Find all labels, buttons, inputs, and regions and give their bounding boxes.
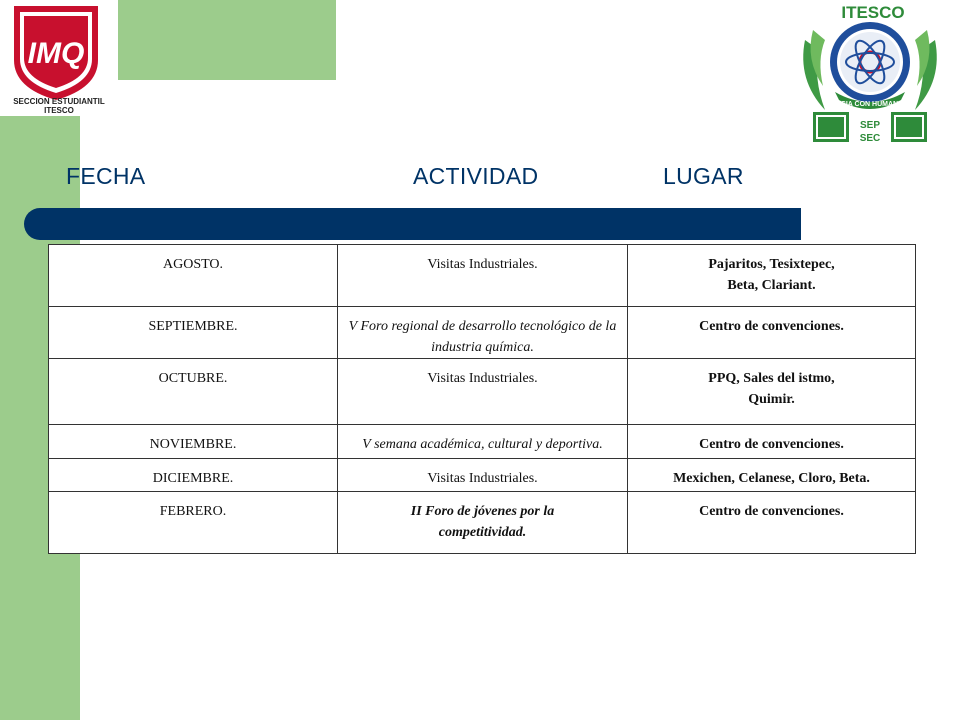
- activity-line: competitividad.: [438, 525, 527, 540]
- itesco-logo: [795, 0, 945, 150]
- place-line: Quimir.: [748, 392, 795, 407]
- activity-cell: V semana académica, cultural y deportiva.: [338, 425, 628, 459]
- place-cell: Centro de convenciones.: [628, 425, 916, 459]
- green-top-block: [96, 0, 336, 80]
- date-cell: FEBRERO.: [49, 492, 338, 554]
- table-row: [49, 425, 916, 459]
- activity-cell: Visitas Industriales.: [338, 359, 628, 425]
- activity-line: II Foro de jóvenes por la: [410, 504, 555, 519]
- date-cell: OCTUBRE.: [49, 359, 338, 425]
- svg-text:SEP: SEP: [859, 120, 881, 131]
- date-cell: NOVIEMBRE.: [49, 425, 338, 459]
- header-lugar: LUGAR: [663, 163, 744, 189]
- header-actividad: ACTIVIDAD: [413, 163, 539, 189]
- place-cell: [628, 245, 916, 307]
- header-fecha: FECHA: [66, 163, 146, 189]
- place-line: Pajaritos, Tesixtepec,: [708, 257, 835, 272]
- activity-cell: Visitas Industriales.: [338, 459, 628, 492]
- table-row: [49, 459, 916, 492]
- place-cell: Centro de convenciones.: [628, 492, 916, 554]
- svg-text:CIENCIA CON HUMANISMO: CIENCIA CON HUMANISMO: [824, 101, 916, 108]
- place-line: PPQ, Sales del istmo,: [708, 371, 835, 386]
- date-cell: AGOSTO.: [49, 245, 338, 307]
- place-cell: Centro de convenciones.: [628, 307, 916, 359]
- table-row: [49, 359, 916, 425]
- header-divider-bar: [24, 208, 801, 240]
- table-row: [49, 307, 916, 359]
- activity-cell: Visitas Industriales.: [338, 245, 628, 307]
- date-cell: SEPTIEMBRE.: [49, 307, 338, 359]
- table-row: [49, 492, 916, 554]
- svg-text:ITESCO: ITESCO: [841, 3, 905, 22]
- schedule-table: [48, 244, 916, 554]
- activity-cell: [338, 492, 628, 554]
- place-line: Beta, Clariant.: [727, 278, 816, 293]
- imq-logo: [0, 0, 118, 116]
- place-cell: [628, 359, 916, 425]
- date-cell: DICIEMBRE.: [49, 459, 338, 492]
- activity-line: V Foro regional de desarrollo tecnológico de la: [348, 319, 617, 334]
- activity-cell: [338, 307, 628, 359]
- place-cell: Mexichen, Celanese, Cloro, Beta.: [628, 459, 916, 492]
- svg-text:SECCION ESTUDIANTIL: SECCION ESTUDIANTIL: [13, 97, 105, 106]
- svg-text:IMQ: IMQ: [27, 37, 85, 70]
- svg-text:ITESCO: ITESCO: [44, 106, 74, 115]
- table-row: [49, 245, 916, 307]
- activity-line: industria química.: [431, 340, 534, 355]
- svg-text:SEC: SEC: [859, 133, 881, 144]
